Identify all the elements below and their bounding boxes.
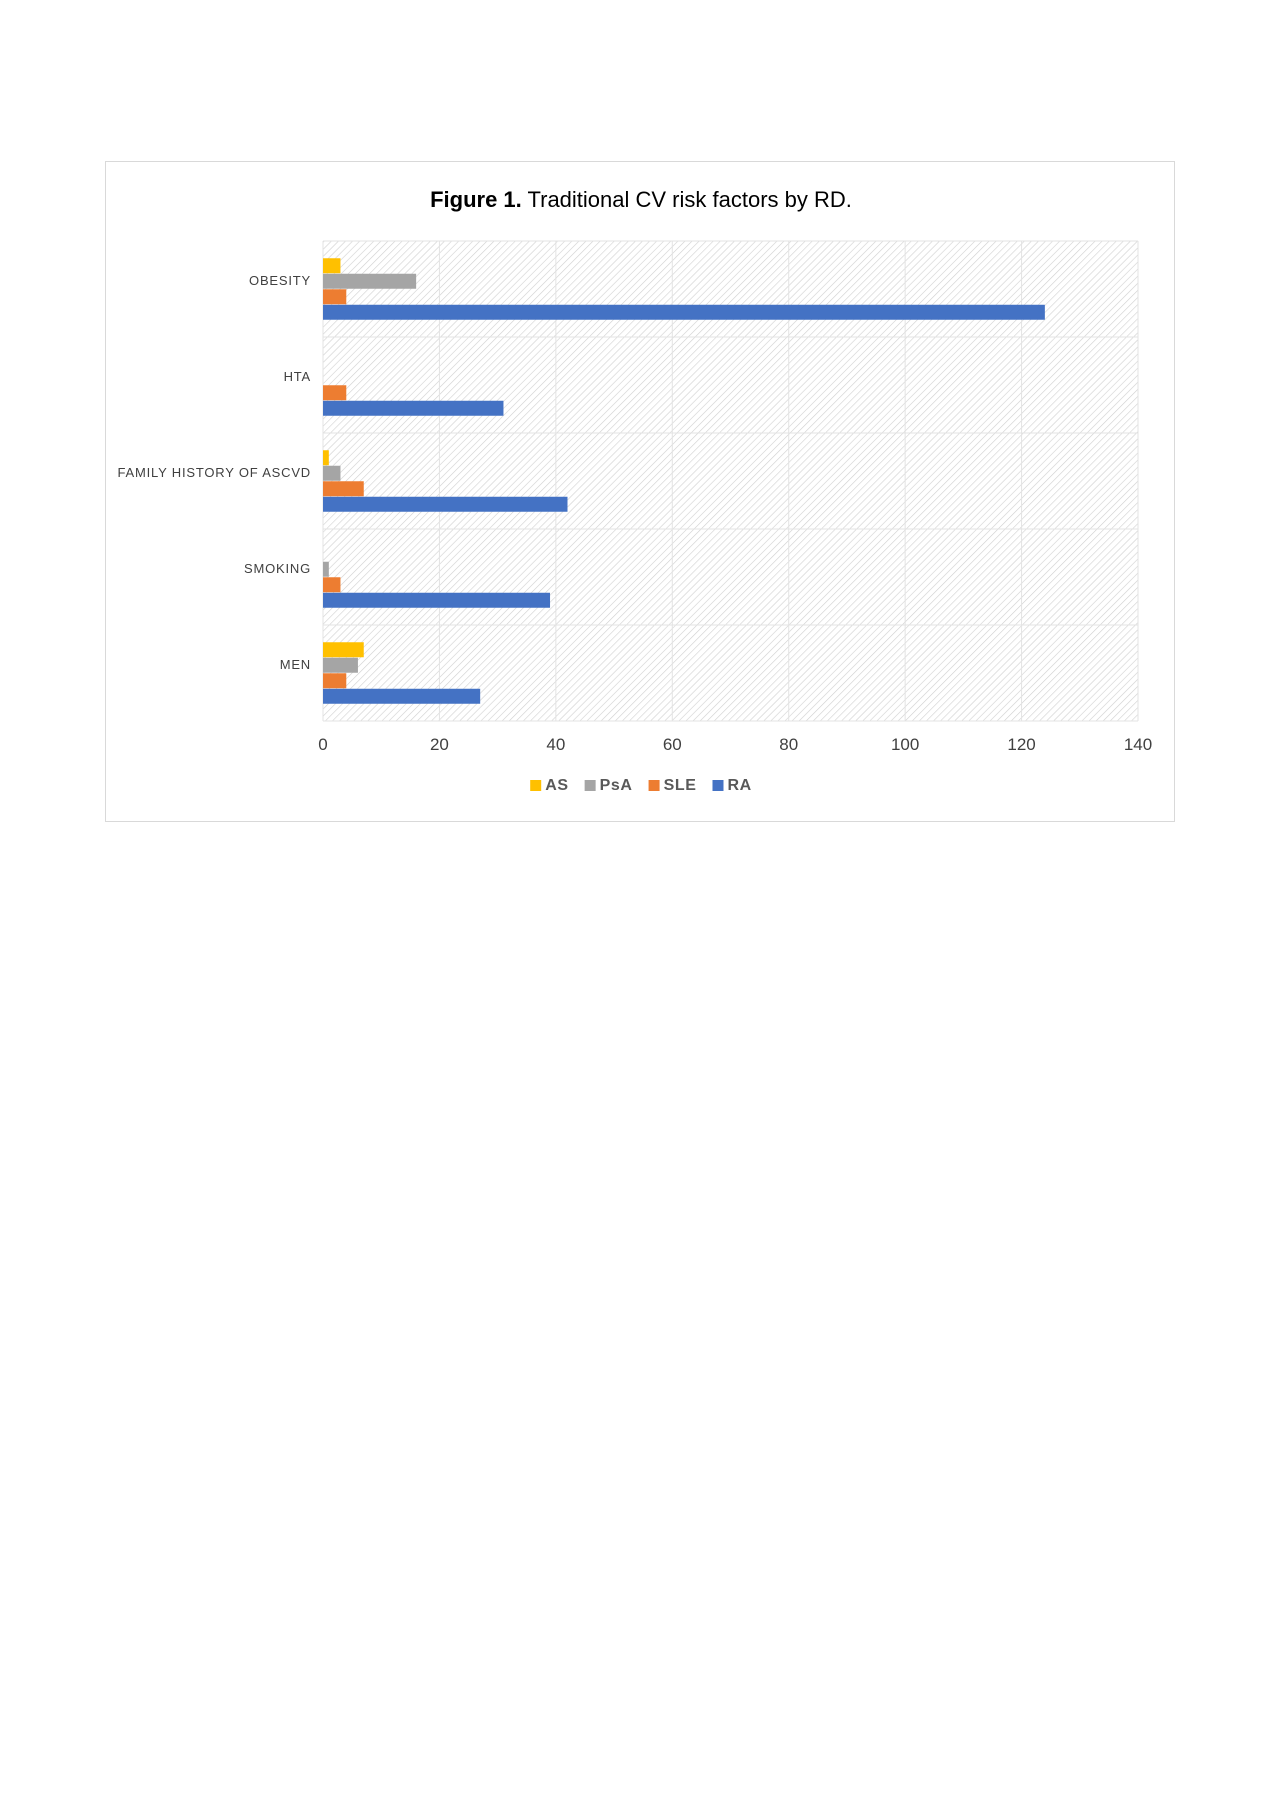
x-tick-label: 100 (890, 735, 920, 754)
bar-as-obesity (323, 258, 340, 273)
bar-ra-hta (323, 401, 503, 416)
category-label: OBESITY (249, 273, 311, 288)
category-label: FAMILY HISTORY OF ASCVD (117, 465, 311, 480)
bar-sle-men (323, 673, 346, 688)
legend-swatch-psa (585, 780, 596, 791)
bar-sle-hta (323, 385, 346, 400)
bar-sle-smoking (323, 577, 340, 592)
bar-sle-family-history-of-ascvd (323, 481, 364, 496)
bar-as-family-history-of-ascvd (323, 450, 329, 465)
legend-swatch-sle (649, 780, 660, 791)
bar-sle-obesity (323, 289, 346, 304)
bar-chart (106, 162, 1176, 823)
legend-swatch-ra (712, 780, 723, 791)
bar-ra-family-history-of-ascvd (323, 497, 568, 512)
chart-title-figure-number: Figure 1. (430, 187, 522, 212)
x-tick-label: 140 (1123, 735, 1153, 754)
chart-title (430, 187, 852, 212)
legend-label-as: AS (545, 777, 569, 794)
category-label: SMOKING (244, 561, 311, 576)
bar-ra-smoking (323, 593, 550, 608)
category-label: HTA (283, 369, 311, 384)
x-tick-label: 0 (318, 735, 328, 754)
bar-psa-obesity (323, 274, 416, 289)
x-tick-label: 120 (1007, 735, 1036, 754)
bar-ra-obesity (323, 305, 1045, 320)
bar-psa-smoking (323, 562, 329, 577)
x-tick-label: 80 (779, 735, 799, 754)
chart-title-text: Traditional CV risk factors by RD. (521, 187, 852, 212)
x-tick-labels (318, 735, 1152, 754)
x-tick-label: 40 (546, 735, 566, 754)
category-labels (118, 273, 311, 672)
legend-swatch-as (530, 780, 541, 791)
bar-as-men (323, 642, 364, 657)
legend-label-psa: PsA (599, 777, 633, 794)
bar-psa-family-history-of-ascvd (323, 466, 340, 481)
legend (530, 777, 752, 794)
legend-label-ra: RA (727, 777, 752, 794)
x-tick-label: 20 (429, 735, 449, 754)
chart-container (105, 161, 1175, 822)
legend-label-sle: SLE (663, 777, 697, 794)
category-label: MEN (279, 657, 311, 672)
bar-psa-men (323, 658, 358, 673)
x-tick-label: 60 (662, 735, 682, 754)
bar-ra-men (323, 689, 480, 704)
